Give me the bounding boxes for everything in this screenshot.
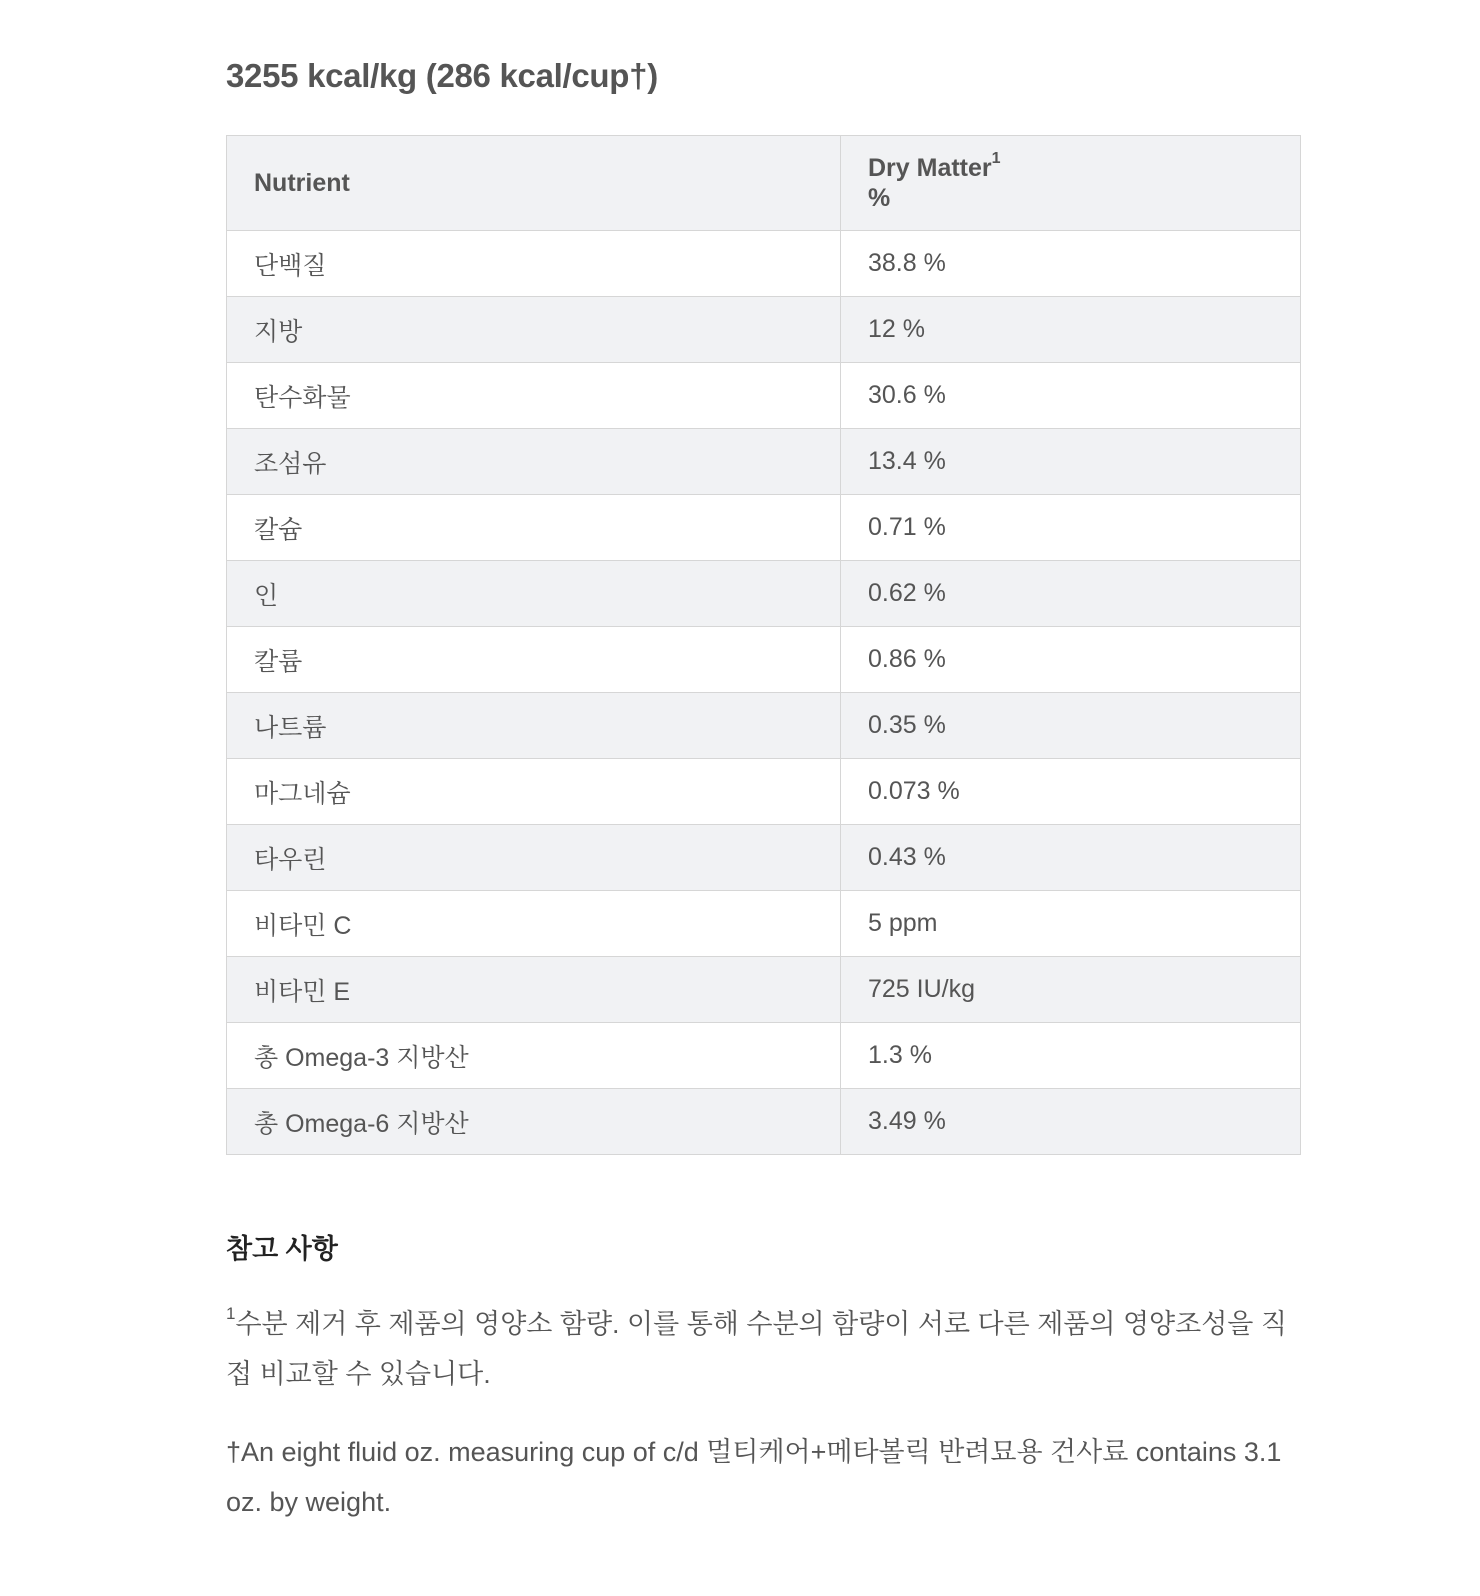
table-row	[227, 1089, 1301, 1155]
dry-matter-footnote-ref: 1	[991, 149, 1001, 167]
nutrient-value-cell: 13.4 %	[841, 429, 1301, 495]
table-row	[227, 693, 1301, 759]
nutrient-name-cell: 나트륨	[227, 693, 841, 759]
table-row	[227, 297, 1301, 363]
nutrient-name-cell: 비타민 C	[227, 891, 841, 957]
nutrient-column-header: Nutrient	[227, 136, 841, 231]
nutrient-value-cell: 725 IU/kg	[841, 957, 1301, 1023]
nutrient-name-cell: 탄수화물	[227, 363, 841, 429]
footnote-dry-matter	[226, 1299, 1300, 1399]
nutrient-name-cell: 총 Omega-3 지방산	[227, 1023, 841, 1089]
nutrient-name-cell: 총 Omega-6 지방산	[227, 1089, 841, 1155]
table-row	[227, 495, 1301, 561]
dry-matter-unit: %	[868, 184, 891, 212]
footnote-cup-weight: †An eight fluid oz. measuring cup of c/d 멀티케어+메타볼릭 반려묘용 건사료 contains 3.1 oz. by weight.	[226, 1437, 1282, 1517]
table-row	[227, 231, 1301, 297]
nutrient-value-cell: 5 ppm	[841, 891, 1301, 957]
nutrient-name-cell: 비타민 E	[227, 957, 841, 1023]
nutrient-name-cell: 칼슘	[227, 495, 841, 561]
nutrient-table	[226, 135, 1301, 1155]
table-row	[227, 1023, 1301, 1089]
footnote-dry-matter-text: 수분 제거 후 제품의 영양소 함량. 이를 통해 수분의 함량이 서로 다른 제품의 영양조성을 직접 비교할 수 있습니다.	[226, 1309, 1287, 1389]
table-row	[227, 891, 1301, 957]
nutrient-value-cell: 0.073 %	[841, 759, 1301, 825]
table-row	[227, 957, 1301, 1023]
nutrient-name-cell: 칼륨	[227, 627, 841, 693]
nutrient-value-cell: 12 %	[841, 297, 1301, 363]
nutrient-value-cell: 0.43 %	[841, 825, 1301, 891]
nutrient-name-cell: 마그네슘	[227, 759, 841, 825]
table-header-row	[227, 136, 1301, 231]
nutrient-value-cell: 0.86 %	[841, 627, 1301, 693]
dry-matter-label: Dry Matter	[868, 154, 992, 182]
nutrient-name-cell: 인	[227, 561, 841, 627]
nutrient-value-cell: 0.62 %	[841, 561, 1301, 627]
table-row	[227, 759, 1301, 825]
nutrient-value-cell: 1.3 %	[841, 1023, 1301, 1089]
nutrient-value-cell: 0.71 %	[841, 495, 1301, 561]
nutrient-value-cell: 38.8 %	[841, 231, 1301, 297]
nutrient-value-cell: 0.35 %	[841, 693, 1301, 759]
table-row	[227, 627, 1301, 693]
table-row	[227, 363, 1301, 429]
nutrient-name-cell: 조섬유	[227, 429, 841, 495]
table-row	[227, 825, 1301, 891]
nutrient-value-cell: 30.6 %	[841, 363, 1301, 429]
table-header	[227, 136, 1301, 231]
nutrient-name-cell: 타우린	[227, 825, 841, 891]
table-row	[227, 561, 1301, 627]
table-row	[227, 429, 1301, 495]
main-content	[226, 0, 1300, 1527]
dry-matter-column-header	[841, 136, 1301, 231]
calorie-heading: 3255 kcal/kg (286 kcal/cup†)	[226, 57, 658, 94]
table-body	[227, 231, 1301, 1155]
nutrient-name-cell: 지방	[227, 297, 841, 363]
nutrient-value-cell: 3.49 %	[841, 1089, 1301, 1155]
footnote-marker: 1	[226, 1304, 236, 1323]
nutrient-name-cell: 단백질	[227, 231, 841, 297]
notes-heading: 참고 사항	[226, 1234, 338, 1264]
